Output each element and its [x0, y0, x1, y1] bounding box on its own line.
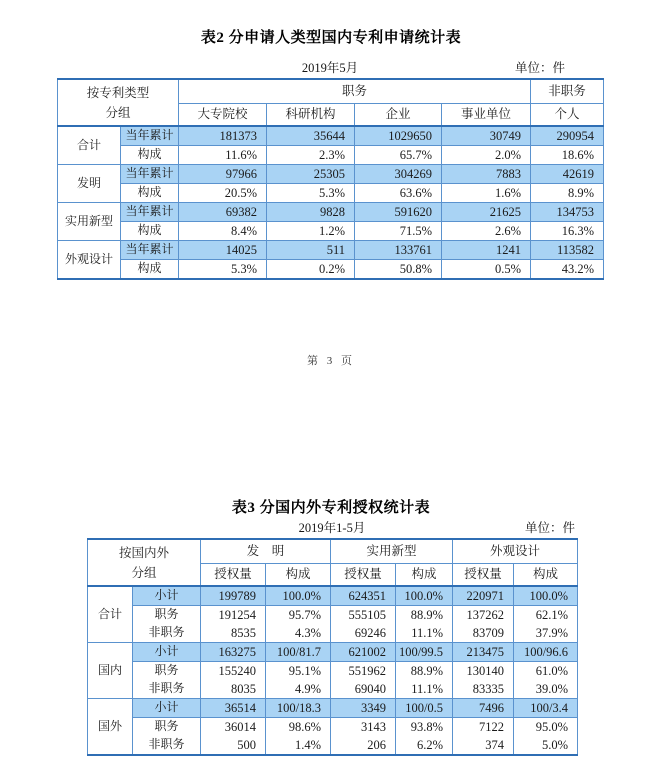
- page-number: 第 3 页: [307, 355, 355, 367]
- t3-value-cell: 137262: [453, 606, 514, 625]
- t2-row-share: [58, 222, 604, 241]
- t2-value-cell: 8.9%: [531, 184, 604, 203]
- t2-group-label: 发明: [58, 165, 121, 203]
- t2-value-cell: 30749: [442, 126, 531, 146]
- t2-value-cell: 2.3%: [267, 146, 355, 165]
- t3-value-cell: 88.9%: [396, 606, 453, 625]
- t2-column-header: 大专院校: [179, 104, 267, 127]
- t3-value-cell: 5.0%: [514, 736, 578, 755]
- t2-value-cell: 0.2%: [267, 260, 355, 280]
- t3-group-label: 国外: [88, 699, 133, 756]
- t2-metric-label: 构成: [121, 222, 179, 241]
- t3-sub-label: 小计: [133, 643, 201, 662]
- t3-sub-label: 非职务: [133, 624, 201, 643]
- t3-value-cell: 1.4%: [266, 736, 331, 755]
- t3-group-label: 合计: [88, 586, 133, 643]
- t3-value-cell: 100.0%: [266, 586, 331, 606]
- t2-column-header: 个人: [531, 104, 604, 127]
- t3-colgroup-header: 外观设计: [453, 539, 578, 564]
- t3-row: [88, 643, 578, 662]
- t3-value-cell: 3143: [331, 718, 396, 737]
- table3-unit-label: 单位：件: [524, 521, 575, 535]
- t3-value-cell: 61.0%: [514, 662, 578, 681]
- t2-row-cumulative: [58, 203, 604, 222]
- t2-value-cell: 304269: [355, 165, 442, 184]
- t3-value-cell: 36014: [201, 718, 266, 737]
- t3-value-cell: 100/81.7: [266, 643, 331, 662]
- t3-value-cell: 95.7%: [266, 606, 331, 625]
- t3-value-cell: 3349: [331, 699, 396, 718]
- t2-value-cell: 0.5%: [442, 260, 531, 280]
- t2-row-share: [58, 184, 604, 203]
- table3-body: [88, 586, 578, 755]
- t2-value-cell: 591620: [355, 203, 442, 222]
- t3-value-cell: 11.1%: [396, 680, 453, 699]
- t3-value-cell: 7496: [453, 699, 514, 718]
- table3: [87, 538, 578, 756]
- t3-value-cell: 7122: [453, 718, 514, 737]
- t2-group-header-line1: 按专利类型: [86, 85, 150, 100]
- t2-value-cell: 511: [267, 241, 355, 260]
- t3-value-cell: 37.9%: [514, 624, 578, 643]
- t3-sub-label: 非职务: [133, 680, 201, 699]
- t2-header-row-1: [58, 79, 604, 104]
- t3-row: [88, 586, 578, 606]
- t2-value-cell: 7883: [442, 165, 531, 184]
- table3-title: 表3 分国内外专利授权统计表: [231, 500, 431, 516]
- t2-row-cumulative: [58, 126, 604, 146]
- t3-value-cell: 69246: [331, 624, 396, 643]
- t2-value-cell: 42619: [531, 165, 604, 184]
- t2-value-cell: 1029650: [355, 126, 442, 146]
- t3-value-cell: 36514: [201, 699, 266, 718]
- t3-row: [88, 662, 578, 681]
- t3-value-cell: 206: [331, 736, 396, 755]
- t3-colgroup-header: 发 明: [201, 539, 331, 564]
- t2-column-header: 事业单位: [442, 104, 531, 127]
- t2-value-cell: 8.4%: [179, 222, 267, 241]
- t3-group-label: 国内: [88, 643, 133, 699]
- t3-value-cell: 624351: [331, 586, 396, 606]
- t3-value-cell: 69040: [331, 680, 396, 699]
- table3-period: 2019年1-5月: [298, 521, 366, 535]
- t2-value-cell: 69382: [179, 203, 267, 222]
- t2-metric-label: 当年累计: [121, 165, 179, 184]
- t2-column-header: 企业: [355, 104, 442, 127]
- t3-value-cell: 95.0%: [514, 718, 578, 737]
- t3-column-header: 授权量: [453, 564, 514, 587]
- t2-value-cell: 1.2%: [267, 222, 355, 241]
- t3-value-cell: 88.9%: [396, 662, 453, 681]
- t2-metric-label: 当年累计: [121, 126, 179, 146]
- t2-row-cumulative: [58, 241, 604, 260]
- t2-value-cell: 2.0%: [442, 146, 531, 165]
- t3-value-cell: 98.6%: [266, 718, 331, 737]
- t3-row: [88, 606, 578, 625]
- t3-value-cell: 163275: [201, 643, 266, 662]
- t2-value-cell: 71.5%: [355, 222, 442, 241]
- t2-value-cell: 181373: [179, 126, 267, 146]
- t2-value-cell: 50.8%: [355, 260, 442, 280]
- t3-value-cell: 39.0%: [514, 680, 578, 699]
- t3-value-cell: 8035: [201, 680, 266, 699]
- t3-value-cell: 4.3%: [266, 624, 331, 643]
- t3-value-cell: 100/18.3: [266, 699, 331, 718]
- t3-sub-label: 小计: [133, 699, 201, 718]
- t2-group-header-cell: [58, 79, 179, 126]
- table2-period: 2019年5月: [301, 61, 359, 75]
- t2-value-cell: 9828: [267, 203, 355, 222]
- t3-value-cell: 83709: [453, 624, 514, 643]
- t3-column-header: 构成: [266, 564, 331, 587]
- t3-value-cell: 11.1%: [396, 624, 453, 643]
- t2-value-cell: 65.7%: [355, 146, 442, 165]
- t2-value-cell: 20.5%: [179, 184, 267, 203]
- t3-value-cell: 220971: [453, 586, 514, 606]
- t3-value-cell: 4.9%: [266, 680, 331, 699]
- t3-value-cell: 95.1%: [266, 662, 331, 681]
- t2-metric-label: 构成: [121, 260, 179, 280]
- t3-group-header-line2: 分组: [131, 565, 157, 580]
- t3-value-cell: 130140: [453, 662, 514, 681]
- table3-caption-row: [87, 518, 577, 534]
- table2-body: [58, 126, 604, 279]
- t3-row: [88, 736, 578, 755]
- t2-value-cell: 25305: [267, 165, 355, 184]
- t2-value-cell: 16.3%: [531, 222, 604, 241]
- t3-colgroup-header: 实用新型: [331, 539, 453, 564]
- t3-value-cell: 100/0.5: [396, 699, 453, 718]
- t3-column-header: 授权量: [201, 564, 266, 587]
- t3-value-cell: 199789: [201, 586, 266, 606]
- t2-value-cell: 5.3%: [179, 260, 267, 280]
- t3-sub-label: 职务: [133, 662, 201, 681]
- t2-value-cell: 5.3%: [267, 184, 355, 203]
- t2-group-label: 合计: [58, 126, 121, 165]
- t3-row: [88, 680, 578, 699]
- t3-header-row-1: [88, 539, 578, 564]
- t3-group-header-cell: [88, 539, 201, 586]
- table3-head: [88, 539, 578, 586]
- t2-value-cell: 14025: [179, 241, 267, 260]
- t3-value-cell: 155240: [201, 662, 266, 681]
- t2-metric-label: 当年累计: [121, 203, 179, 222]
- t3-group-header-line1: 按国内外: [119, 545, 170, 560]
- t3-value-cell: 83335: [453, 680, 514, 699]
- t2-metric-label: 构成: [121, 146, 179, 165]
- t2-value-cell: 113582: [531, 241, 604, 260]
- t2-value-cell: 43.2%: [531, 260, 604, 280]
- t2-colgroup-header-feizhiwu: 非职务: [531, 79, 604, 104]
- t3-column-header: 构成: [396, 564, 453, 587]
- t3-value-cell: 621002: [331, 643, 396, 662]
- t2-row-share: [58, 146, 604, 165]
- t2-value-cell: 290954: [531, 126, 604, 146]
- t3-value-cell: 191254: [201, 606, 266, 625]
- t3-row: [88, 699, 578, 718]
- t3-value-cell: 551962: [331, 662, 396, 681]
- t2-value-cell: 11.6%: [179, 146, 267, 165]
- t2-value-cell: 35644: [267, 126, 355, 146]
- t3-value-cell: 100/99.5: [396, 643, 453, 662]
- t3-value-cell: 8535: [201, 624, 266, 643]
- t2-value-cell: 21625: [442, 203, 531, 222]
- t3-value-cell: 500: [201, 736, 266, 755]
- t3-value-cell: 100.0%: [396, 586, 453, 606]
- table2-unit-label: 单位：件: [514, 61, 565, 75]
- t3-sub-label: 非职务: [133, 736, 201, 755]
- t2-row-cumulative: [58, 165, 604, 184]
- t2-group-label: 外观设计: [58, 241, 121, 280]
- t2-value-cell: 133761: [355, 241, 442, 260]
- table2: [57, 78, 604, 280]
- t3-value-cell: 62.1%: [514, 606, 578, 625]
- t3-value-cell: 213475: [453, 643, 514, 662]
- t2-value-cell: 97966: [179, 165, 267, 184]
- t2-group-header-line2: 分组: [105, 105, 131, 120]
- t2-group-label: 实用新型: [58, 203, 121, 241]
- t3-sub-label: 职务: [133, 718, 201, 737]
- t3-value-cell: 100.0%: [514, 586, 578, 606]
- t2-value-cell: 134753: [531, 203, 604, 222]
- t3-value-cell: 100/96.6: [514, 643, 578, 662]
- t2-colgroup-header-zhiwu: 职务: [179, 79, 531, 104]
- t2-value-cell: 2.6%: [442, 222, 531, 241]
- t3-sub-label: 职务: [133, 606, 201, 625]
- t3-row: [88, 718, 578, 737]
- table2-head: [58, 79, 604, 126]
- t2-row-share: [58, 260, 604, 280]
- t2-value-cell: 18.6%: [531, 146, 604, 165]
- t2-value-cell: 1241: [442, 241, 531, 260]
- t3-column-header: 构成: [514, 564, 578, 587]
- t2-metric-label: 当年累计: [121, 241, 179, 260]
- table2-caption-row: [57, 58, 603, 74]
- t2-metric-label: 构成: [121, 184, 179, 203]
- t3-value-cell: 374: [453, 736, 514, 755]
- table2-title: 表2 分申请人类型国内专利申请统计表: [200, 30, 462, 46]
- t3-value-cell: 100/3.4: [514, 699, 578, 718]
- t3-row: [88, 624, 578, 643]
- t2-column-header: 科研机构: [267, 104, 355, 127]
- t2-value-cell: 63.6%: [355, 184, 442, 203]
- t3-value-cell: 93.8%: [396, 718, 453, 737]
- t3-column-header: 授权量: [331, 564, 396, 587]
- t3-value-cell: 6.2%: [396, 736, 453, 755]
- t3-sub-label: 小计: [133, 586, 201, 606]
- t2-value-cell: 1.6%: [442, 184, 531, 203]
- t3-value-cell: 555105: [331, 606, 396, 625]
